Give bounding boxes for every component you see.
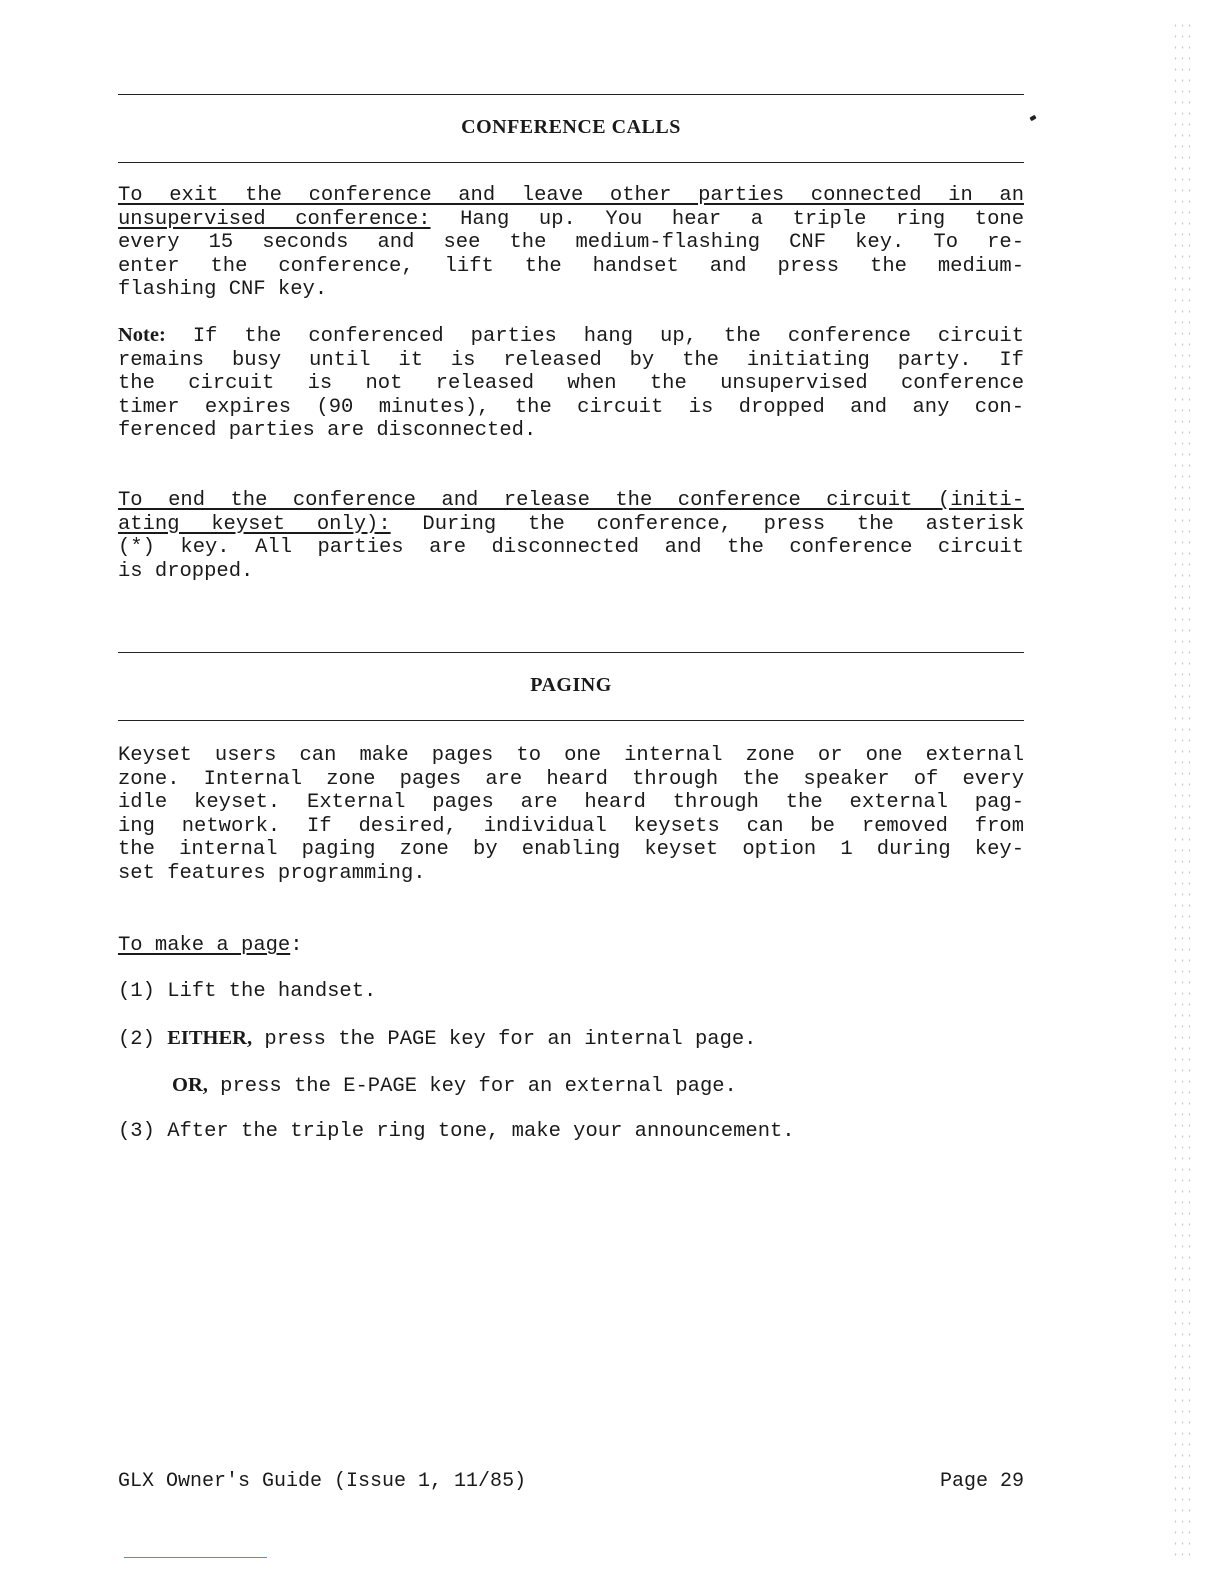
text-line: zone. Internal zone pages are heard through the speaker of every (118, 767, 1024, 791)
footer-document-title: GLX Owner's Guide (Issue 1, 11/85) (118, 1470, 527, 1493)
underlined-lead: To make a page (118, 934, 291, 957)
scan-speck (1029, 115, 1036, 121)
section-heading-conference: CONFERENCE CALLS (461, 116, 681, 138)
underlined-lead: unsupervised conference: (118, 207, 431, 231)
text-line (118, 184, 1024, 208)
paragraph-exit-conference (118, 184, 1024, 302)
text-line (118, 208, 1024, 232)
underlined-lead: To exit the conference and leave other parties connected in an (118, 184, 1024, 207)
text-line: the circuit is not released when the unsupervised conference (118, 372, 1024, 395)
underlined-lead: To end the conference and release the conference circuit (initi- (118, 489, 1024, 512)
text-line: ing network. If desired, individual keysets can be removed from (118, 814, 1024, 838)
scan-edge-noise (1172, 20, 1194, 1560)
section-rule-top (118, 652, 1024, 653)
paragraph-end-conference (118, 489, 1024, 583)
section-heading-paging: PAGING (530, 674, 612, 696)
text-line: timer expires (90 minutes), the circuit is dropped and any con- (118, 395, 1024, 419)
section-rule-top (118, 94, 1024, 95)
text-run: press the PAGE key for an internal page. (252, 1028, 757, 1051)
step-1: (1) Lift the handset. (118, 980, 377, 1003)
text-run: press the E-PAGE key for an external page. (207, 1075, 737, 1098)
emphasis-either: EITHER, (167, 1027, 253, 1049)
page-footer (118, 1470, 1024, 1493)
text-line (118, 324, 1024, 349)
step-number: (2) (118, 1028, 168, 1051)
make-page-label (118, 934, 303, 958)
text-line (118, 513, 1024, 537)
paragraph-note (118, 324, 1024, 443)
text-line: is dropped. (118, 559, 254, 583)
footer-page-number: Page 29 (939, 1470, 1024, 1493)
section-rule-bottom (118, 162, 1024, 163)
text-run: During the conference, press the asterisk (390, 512, 1024, 536)
text-line: set features programming. (118, 861, 426, 885)
text-run: If the conferenced parties hang up, the conference circuit (165, 325, 1024, 348)
step-2 (118, 1027, 756, 1052)
step-3: (3) After the triple ring tone, make your announcement. (118, 1120, 795, 1143)
text-line: Keyset users can make pages to one internal zone or one external (118, 744, 1024, 767)
text-run: Hang up. You hear a triple ring tone (430, 207, 1024, 231)
text-line: (*) key. All parties are disconnected and the conference circuit (118, 536, 1024, 559)
text-line: the internal paging zone by enabling keyset option 1 during key- (118, 838, 1024, 861)
text-line: remains busy until it is released by the initiating party. If (118, 348, 1024, 372)
underlined-lead: ating keyset only): (118, 512, 391, 536)
text-line: flashing CNF key. (118, 278, 328, 301)
document-page (118, 0, 1024, 1584)
text-line: every 15 seconds and see the medium-flashing CNF key. To re- (118, 231, 1024, 254)
text-line: ferenced parties are disconnected. (118, 419, 537, 442)
emphasis-or: OR, (172, 1074, 208, 1096)
paragraph-paging-intro (118, 744, 1024, 885)
text-line: enter the conference, lift the handset and press the medium- (118, 254, 1024, 278)
section-rule-bottom (118, 720, 1024, 721)
text-run: : (290, 934, 303, 957)
note-label: Note: (118, 324, 166, 346)
text-line: idle keyset. External pages are heard through the external pag- (118, 791, 1024, 814)
text-line (118, 489, 1024, 513)
step-2-alternative (172, 1074, 737, 1099)
